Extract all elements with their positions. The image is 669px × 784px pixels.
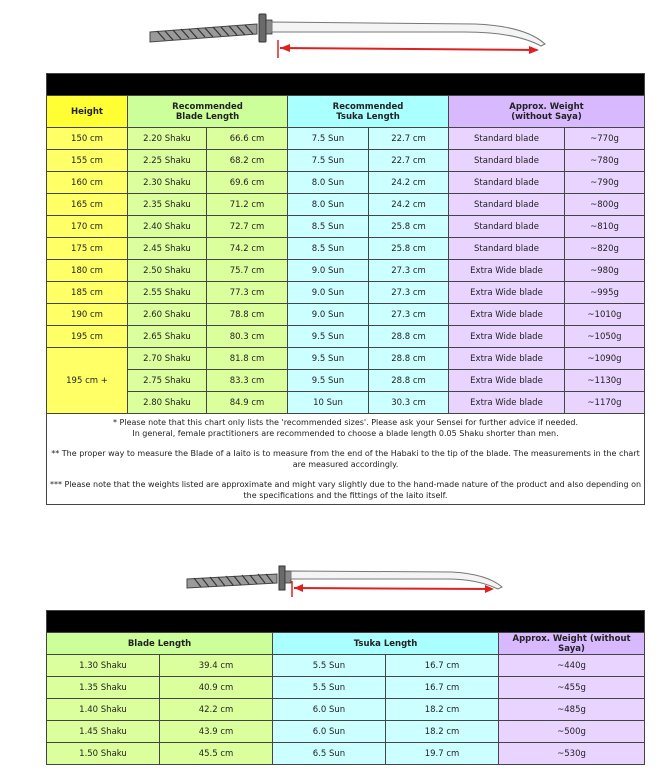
table-row	[47, 150, 645, 172]
table2-tsuka-header: Tsuka Length	[273, 633, 499, 655]
blade-shaku-cell: 2.40 Shaku	[128, 216, 207, 238]
tsuka-cm-cell: 25.8 cm	[369, 238, 449, 260]
weight-cell: ~500g	[499, 721, 645, 743]
blade-shaku-cell: 2.80 Shaku	[128, 392, 207, 414]
height-cell: 155 cm	[47, 150, 128, 172]
tsuka-cm-cell: 28.8 cm	[369, 370, 449, 392]
tsuka-cm-cell: 28.8 cm	[369, 348, 449, 370]
table-row	[47, 216, 645, 238]
table-row	[47, 260, 645, 282]
blade-cm-cell: 80.3 cm	[207, 326, 288, 348]
height-cell: 165 cm	[47, 194, 128, 216]
height-cell: 160 cm	[47, 172, 128, 194]
tsuka-cm-cell: 18.2 cm	[386, 699, 499, 721]
tsuka-sun-cell: 9.0 Sun	[288, 260, 369, 282]
blade-cm-cell: 81.8 cm	[207, 348, 288, 370]
blade-shaku-cell: 1.45 Shaku	[47, 721, 160, 743]
tsuka-cm-cell: 24.2 cm	[369, 194, 449, 216]
tsuka-cm-cell: 16.7 cm	[386, 677, 499, 699]
blade-shaku-cell: 2.45 Shaku	[128, 238, 207, 260]
table2-weight-header: Approx. Weight (without Saya)	[499, 633, 645, 655]
height-header: Height	[47, 96, 128, 128]
table2-blade-header: Blade Length	[47, 633, 273, 655]
weight-cell: ~1090g	[565, 348, 645, 370]
katana-illustration	[145, 2, 555, 64]
blade-shaku-cell: 1.50 Shaku	[47, 743, 160, 765]
tsuka-cm-cell: 18.2 cm	[386, 721, 499, 743]
blade-cm-cell: 40.9 cm	[160, 677, 273, 699]
blade-type-cell: Standard blade	[449, 238, 565, 260]
table-row	[47, 392, 645, 414]
blade-length-header: Recommended Blade Length	[128, 96, 288, 128]
blade-shaku-cell: 2.30 Shaku	[128, 172, 207, 194]
table-row	[47, 304, 645, 326]
blade-cm-cell: 75.7 cm	[207, 260, 288, 282]
table-row	[47, 370, 645, 392]
table-row	[47, 282, 645, 304]
height-cell: 195 cm	[47, 326, 128, 348]
table-row	[47, 326, 645, 348]
tsuka-cm-cell: 27.3 cm	[369, 304, 449, 326]
tsuka-cm-cell: 22.7 cm	[369, 150, 449, 172]
tsuka-cm-cell: 27.3 cm	[369, 282, 449, 304]
tsuka-sun-cell: 8.5 Sun	[288, 216, 369, 238]
blade-cm-cell: 66.6 cm	[207, 128, 288, 150]
weight-header: Approx. Weight (without Saya)	[449, 96, 645, 128]
weight-cell: ~800g	[565, 194, 645, 216]
blade-cm-cell: 69.6 cm	[207, 172, 288, 194]
weight-cell: ~1170g	[565, 392, 645, 414]
tsuka-sun-cell: 7.5 Sun	[288, 150, 369, 172]
tsuka-cm-cell: 19.7 cm	[386, 743, 499, 765]
blade-shaku-cell: 2.50 Shaku	[128, 260, 207, 282]
weight-cell: ~810g	[565, 216, 645, 238]
tsuka-sun-cell: 10 Sun	[288, 392, 369, 414]
table-row	[47, 743, 645, 765]
table2-header-row	[47, 633, 645, 655]
wakizashi-illustration	[182, 557, 512, 605]
weight-cell: ~440g	[499, 655, 645, 677]
tsuka-cm-cell: 25.8 cm	[369, 216, 449, 238]
blade-shaku-cell: 1.35 Shaku	[47, 677, 160, 699]
tsuka-sun-cell: 7.5 Sun	[288, 128, 369, 150]
height-cell: 170 cm	[47, 216, 128, 238]
height-cell: 195 cm +	[47, 348, 128, 414]
weight-cell: ~980g	[565, 260, 645, 282]
table-row	[47, 721, 645, 743]
blade-type-cell: Standard blade	[449, 216, 565, 238]
weight-cell: ~1010g	[565, 304, 645, 326]
blade-cm-cell: 42.2 cm	[160, 699, 273, 721]
blade-type-cell: Extra Wide blade	[449, 304, 565, 326]
tsuka-sun-cell: 6.0 Sun	[273, 721, 386, 743]
blade-cm-cell: 74.2 cm	[207, 238, 288, 260]
tsuka-sun-cell: 6.0 Sun	[273, 699, 386, 721]
table-row	[47, 238, 645, 260]
blade-shaku-cell: 2.55 Shaku	[128, 282, 207, 304]
weight-cell: ~485g	[499, 699, 645, 721]
table2-title-bar	[47, 611, 645, 633]
weight-cell: ~1130g	[565, 370, 645, 392]
blade-shaku-cell: 2.65 Shaku	[128, 326, 207, 348]
weight-cell: ~455g	[499, 677, 645, 699]
tsuka-sun-cell: 6.5 Sun	[273, 743, 386, 765]
blade-cm-cell: 84.9 cm	[207, 392, 288, 414]
table-row	[47, 128, 645, 150]
height-cell: 175 cm	[47, 238, 128, 260]
table-row	[47, 348, 645, 370]
tsuka-sun-cell: 9.5 Sun	[288, 348, 369, 370]
tsuka-cm-cell: 22.7 cm	[369, 128, 449, 150]
blade-cm-cell: 68.2 cm	[207, 150, 288, 172]
weight-cell: ~820g	[565, 238, 645, 260]
tsuka-cm-cell: 16.7 cm	[386, 655, 499, 677]
tsuka-sun-cell: 5.5 Sun	[273, 655, 386, 677]
blade-type-cell: Extra Wide blade	[449, 282, 565, 304]
tsuka-length-header: Recommended Tsuka Length	[288, 96, 449, 128]
blade-shaku-cell: 2.60 Shaku	[128, 304, 207, 326]
tsuka-sun-cell: 9.5 Sun	[288, 326, 369, 348]
height-cell: 150 cm	[47, 128, 128, 150]
note-2: ** The proper way to measure the Blade of a Iaito is to measure from the end of the Habaki to the tip of the blade. The measurements in the chart are measured accordingly.	[51, 449, 640, 469]
blade-type-cell: Standard blade	[449, 128, 565, 150]
header-row	[47, 96, 645, 128]
height-cell: 190 cm	[47, 304, 128, 326]
table-row	[47, 172, 645, 194]
blade-cm-cell: 77.3 cm	[207, 282, 288, 304]
tsuka-sun-cell: 9.0 Sun	[288, 304, 369, 326]
blade-shaku-cell: 1.40 Shaku	[47, 699, 160, 721]
tsuka-cm-cell: 24.2 cm	[369, 172, 449, 194]
blade-cm-cell: 72.7 cm	[207, 216, 288, 238]
blade-cm-cell: 43.9 cm	[160, 721, 273, 743]
blade-shaku-cell: 2.35 Shaku	[128, 194, 207, 216]
iaito-size-chart	[46, 73, 645, 505]
height-cell: 180 cm	[47, 260, 128, 282]
tsuka-sun-cell: 8.5 Sun	[288, 238, 369, 260]
blade-shaku-cell: 1.30 Shaku	[47, 655, 160, 677]
tsuka-sun-cell: 9.5 Sun	[288, 370, 369, 392]
weight-cell: ~790g	[565, 172, 645, 194]
blade-shaku-cell: 2.20 Shaku	[128, 128, 207, 150]
blade-type-cell: Extra Wide blade	[449, 370, 565, 392]
tsuka-cm-cell: 28.8 cm	[369, 326, 449, 348]
blade-cm-cell: 78.8 cm	[207, 304, 288, 326]
tsuka-sun-cell: 8.0 Sun	[288, 194, 369, 216]
blade-type-cell: Standard blade	[449, 194, 565, 216]
weight-cell: ~780g	[565, 150, 645, 172]
blade-type-cell: Standard blade	[449, 172, 565, 194]
tsuka-cm-cell: 30.3 cm	[369, 392, 449, 414]
blade-cm-cell: 45.5 cm	[160, 743, 273, 765]
table-row	[47, 677, 645, 699]
blade-shaku-cell: 2.75 Shaku	[128, 370, 207, 392]
blade-type-cell: Extra Wide blade	[449, 392, 565, 414]
tsuka-sun-cell: 5.5 Sun	[273, 677, 386, 699]
wakizashi-size-chart	[46, 610, 645, 765]
weight-cell: ~770g	[565, 128, 645, 150]
tsuka-sun-cell: 8.0 Sun	[288, 172, 369, 194]
blade-cm-cell: 71.2 cm	[207, 194, 288, 216]
blade-shaku-cell: 2.25 Shaku	[128, 150, 207, 172]
blade-cm-cell: 83.3 cm	[207, 370, 288, 392]
blade-cm-cell: 39.4 cm	[160, 655, 273, 677]
note-1: * Please note that this chart only lists the 'recommended sizes'. Please ask your Sensei for further advice if needed. In general, female practitioners are recommended to choose a blade length 0.05 Shaku shorter than men.	[113, 418, 578, 438]
height-cell: 185 cm	[47, 282, 128, 304]
tsuka-cm-cell: 27.3 cm	[369, 260, 449, 282]
table-title-bar	[47, 74, 645, 96]
note-3: *** Please note that the weights listed are approximate and might vary slightly due to the hand-made nature of the product and also depending on the specifications and the fittings of the Iaito itself.	[49, 480, 642, 500]
table-row	[47, 699, 645, 721]
weight-cell: ~530g	[499, 743, 645, 765]
notes-row	[47, 414, 645, 505]
weight-cell: ~1050g	[565, 326, 645, 348]
tsuka-sun-cell: 9.0 Sun	[288, 282, 369, 304]
blade-shaku-cell: 2.70 Shaku	[128, 348, 207, 370]
blade-type-cell: Extra Wide blade	[449, 260, 565, 282]
weight-cell: ~995g	[565, 282, 645, 304]
blade-type-cell: Standard blade	[449, 150, 565, 172]
blade-type-cell: Extra Wide blade	[449, 326, 565, 348]
table-row	[47, 655, 645, 677]
table-row	[47, 194, 645, 216]
blade-type-cell: Extra Wide blade	[449, 348, 565, 370]
